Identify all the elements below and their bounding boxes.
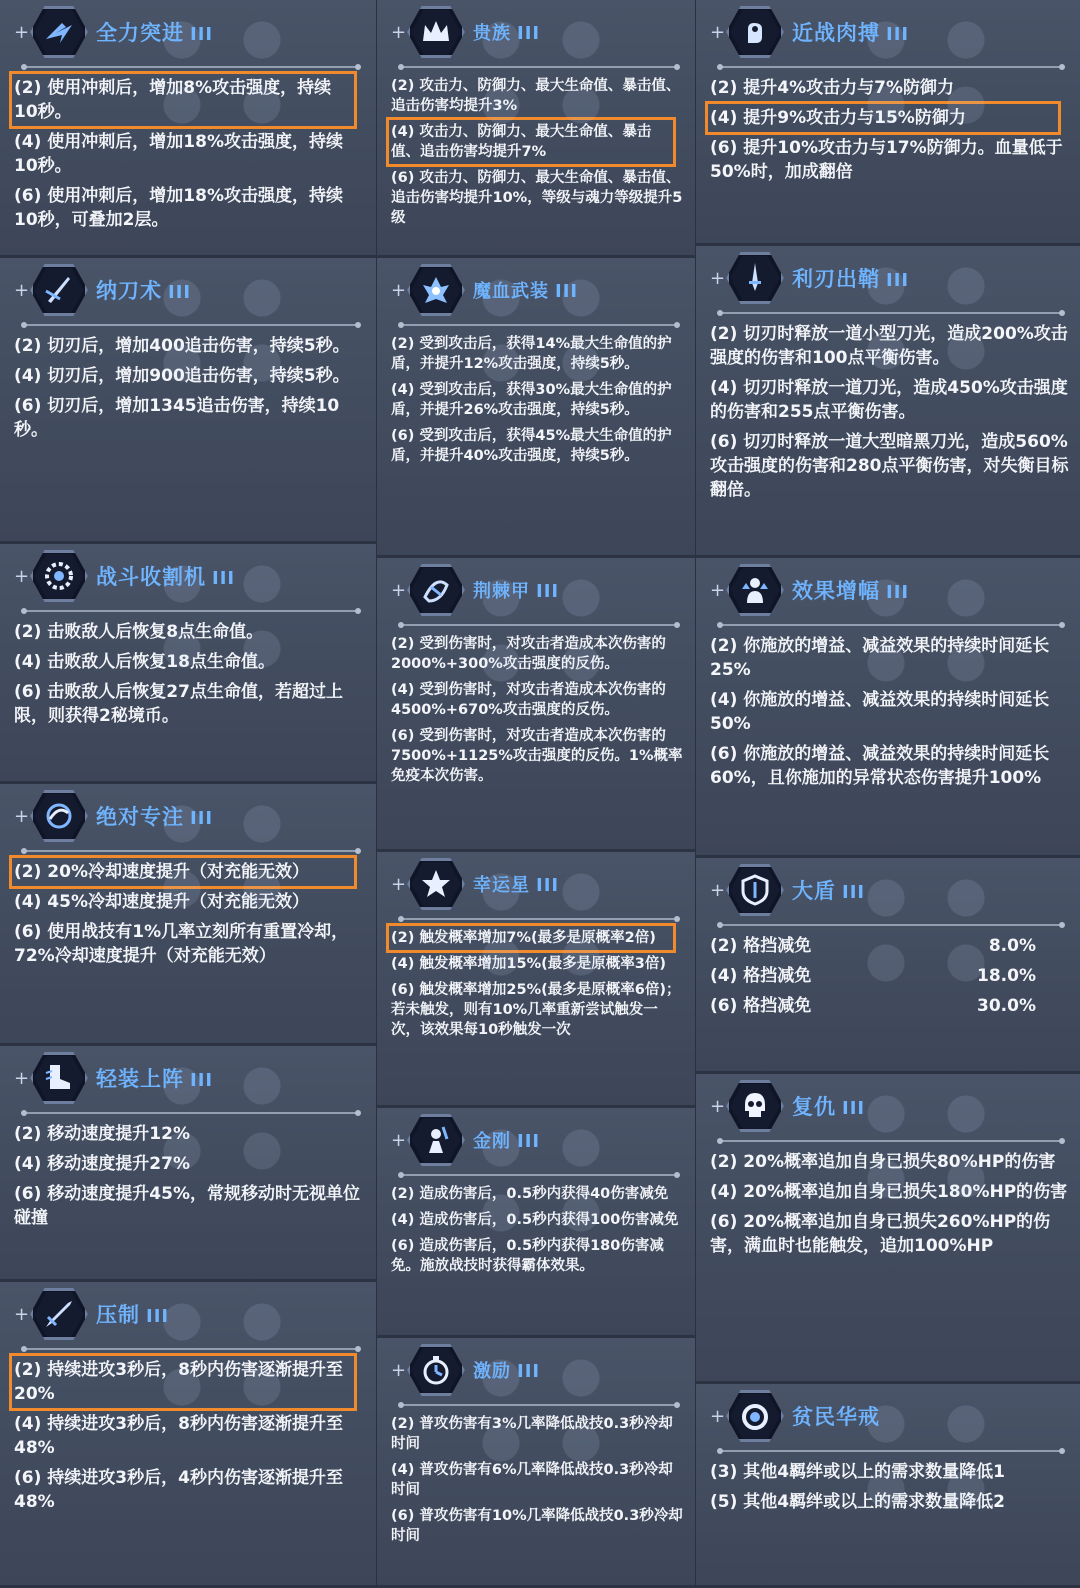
expand-plus-icon: + bbox=[391, 579, 407, 601]
bond-tier: (2) 普攻伤害有3%几率降低战技0.3秒冷却时间 bbox=[391, 1416, 673, 1452]
bond-header bbox=[710, 246, 1070, 310]
bond-card[interactable] bbox=[0, 1046, 376, 1282]
bond-name: 贵族 bbox=[473, 23, 511, 44]
bond-level: III bbox=[886, 582, 910, 603]
bond-card[interactable] bbox=[377, 0, 695, 258]
bond-level: III bbox=[517, 1131, 541, 1152]
expand-plus-icon: + bbox=[710, 21, 726, 43]
divider bbox=[720, 1450, 1062, 1452]
bond-header bbox=[14, 1046, 366, 1110]
bond-tier: (6) 切刃时释放一道大型暗黑刀光，造成560%攻击强度的伤害和280点平衡伤害，对失衡目标翻倍。 bbox=[710, 432, 1069, 500]
bond-tier bbox=[710, 964, 1070, 988]
tier-label: (2) 格挡减免 bbox=[710, 936, 812, 956]
buff-up-icon bbox=[726, 564, 784, 616]
bond-name: 轻装上阵 bbox=[96, 1067, 184, 1091]
bond-tier: (2) 你施放的增益、减益效果的持续时间延长25% bbox=[710, 636, 1050, 680]
expand-plus-icon: + bbox=[391, 1129, 407, 1151]
bond-name: 魔血武装 bbox=[473, 281, 549, 302]
bond-level: III bbox=[886, 270, 910, 291]
bond-title bbox=[473, 1127, 540, 1153]
bond-card[interactable] bbox=[377, 1338, 695, 1588]
bond-tier: (2) 提升4%攻击力与7%防御力 bbox=[710, 78, 955, 98]
boot-icon bbox=[30, 1052, 88, 1104]
expand-plus-icon: + bbox=[391, 21, 407, 43]
divider bbox=[24, 610, 358, 612]
bond-header bbox=[391, 0, 685, 64]
bond-name: 大盾 bbox=[792, 879, 836, 903]
bond-name: 近战肉搏 bbox=[792, 21, 880, 45]
divider bbox=[401, 624, 677, 626]
bond-card[interactable] bbox=[696, 858, 1080, 1074]
bond-header bbox=[14, 1282, 366, 1346]
bond-header bbox=[710, 1384, 1070, 1448]
bond-tier: (6) 持续进攻3秒后，4秒内伤害逐渐提升至48% bbox=[14, 1468, 343, 1512]
bond-tier: (4) 击败敌人后恢复18点生命值。 bbox=[14, 652, 275, 672]
bond-card[interactable] bbox=[696, 246, 1080, 558]
bond-card[interactable] bbox=[696, 1384, 1080, 1588]
expand-plus-icon: + bbox=[391, 873, 407, 895]
bond-title bbox=[792, 875, 865, 905]
bond-tier: (2) 击败敌人后恢复8点生命值。 bbox=[14, 622, 264, 642]
bond-card[interactable] bbox=[377, 1108, 695, 1338]
bond-header bbox=[710, 858, 1070, 922]
bond-tier-highlighted: (2) 20%冷却速度提升（对充能无效） bbox=[14, 860, 352, 884]
bond-tier: (4) 触发概率增加15%(最多是原概率3倍) bbox=[391, 956, 666, 972]
bond-title bbox=[473, 19, 540, 45]
bond-title bbox=[96, 17, 213, 47]
star-icon bbox=[407, 858, 465, 910]
divider bbox=[24, 1112, 358, 1114]
bond-title bbox=[792, 1401, 880, 1431]
bond-tier: (6) 受到攻击后，获得45%最大生命值的护盾，并提升40%攻击强度，持续5秒。 bbox=[391, 428, 672, 464]
bond-level: III bbox=[190, 1070, 214, 1091]
expand-plus-icon: + bbox=[14, 21, 30, 43]
bond-tier: (4) 造成伤害后，0.5秒内获得100伤害减免 bbox=[391, 1212, 679, 1228]
bond-tier: (4) 持续进攻3秒后，8秒内伤害逐渐提升至48% bbox=[14, 1414, 343, 1458]
divider bbox=[720, 624, 1062, 626]
bond-header bbox=[14, 784, 366, 848]
bond-tier: (2) 受到攻击后，获得14%最大生命值的护盾，并提升12%攻击强度，持续5秒。 bbox=[391, 336, 672, 372]
bond-tier: (2) 20%概率追加自身已损失80%HP的伤害 bbox=[710, 1152, 1056, 1172]
expand-plus-icon: + bbox=[14, 1303, 30, 1325]
bond-card[interactable] bbox=[696, 558, 1080, 858]
bond-tier bbox=[710, 994, 1070, 1018]
shield-icon bbox=[726, 864, 784, 916]
bond-name: 利刃出鞘 bbox=[792, 267, 880, 291]
bond-tier: (4) 普攻伤害有6%几率降低战技0.3秒冷却时间 bbox=[391, 1462, 673, 1498]
bond-title bbox=[792, 1091, 865, 1121]
bond-tier: (6) 使用冲刺后，增加18%攻击强度，持续10秒，可叠加2层。 bbox=[14, 186, 343, 230]
bond-title bbox=[96, 1063, 213, 1093]
bond-tier: (4) 20%概率追加自身已损失180%HP的伤害 bbox=[710, 1182, 1068, 1202]
divider bbox=[720, 66, 1062, 68]
bond-tier-highlighted: (2) 触发概率增加7%(最多是原概率2倍) bbox=[391, 928, 671, 948]
bond-tier: (6) 普攻伤害有10%几率降低战技0.3秒冷却时间 bbox=[391, 1508, 683, 1544]
expand-plus-icon: + bbox=[710, 1405, 726, 1427]
bond-title bbox=[96, 275, 191, 305]
bond-level: III bbox=[555, 281, 579, 302]
tier-label: (4) 格挡减免 bbox=[710, 966, 812, 986]
tier-value: 30.0% bbox=[977, 996, 1036, 1016]
bond-tier: (2) 切刃时释放一道小型刀光，造成200%攻击强度的伤害和100点平衡伤害。 bbox=[710, 324, 1068, 368]
bond-title bbox=[473, 871, 559, 897]
bond-card[interactable] bbox=[377, 852, 695, 1108]
bond-tier-highlighted: (2) 使用冲刺后，增加8%攻击强度，持续10秒。 bbox=[14, 76, 352, 124]
expand-plus-icon: + bbox=[14, 1067, 30, 1089]
bond-title bbox=[96, 801, 213, 831]
bond-name: 幸运星 bbox=[473, 875, 530, 896]
blood-armor-icon bbox=[407, 264, 465, 316]
bond-tier: (4) 受到伤害时，对攻击者造成本次伤害的4500%+670%攻击强度的反伤。 bbox=[391, 682, 666, 718]
skull-icon bbox=[726, 1080, 784, 1132]
divider bbox=[24, 850, 358, 852]
bond-title bbox=[96, 1299, 169, 1329]
bond-name: 效果增幅 bbox=[792, 579, 880, 603]
bond-tier: (6) 切刃后，增加1345追击伤害，持续10秒。 bbox=[14, 396, 340, 440]
bond-header bbox=[14, 544, 366, 608]
tier-value: 8.0% bbox=[988, 936, 1036, 956]
bond-tier: (6) 你施放的增益、减益效果的持续时间延长60%，且你施加的异常状态伤害提升100% bbox=[710, 744, 1050, 788]
bond-level: III bbox=[842, 1098, 866, 1119]
divider bbox=[24, 324, 358, 326]
bond-tier-highlighted: (4) 攻击力、防御力、最大生命值、暴击值、追击伤害均提升7% bbox=[391, 122, 671, 162]
bond-column bbox=[696, 0, 1080, 1588]
bond-tier: (4) 移动速度提升27% bbox=[14, 1154, 190, 1174]
bond-card[interactable] bbox=[377, 258, 695, 558]
divider bbox=[401, 1404, 677, 1406]
bond-header bbox=[14, 0, 366, 64]
divider bbox=[401, 66, 677, 68]
bond-name: 纳刀术 bbox=[96, 279, 162, 303]
expand-plus-icon: + bbox=[710, 579, 726, 601]
expand-plus-icon: + bbox=[710, 267, 726, 289]
bond-level: III bbox=[190, 808, 214, 829]
bond-title bbox=[792, 263, 909, 293]
bond-level: III bbox=[168, 282, 192, 303]
bond-tier: (6) 20%概率追加自身已损失260%HP的伤害，满血时也能触发，追加100%HP bbox=[710, 1212, 1051, 1256]
bond-title bbox=[96, 561, 235, 591]
saw-blade-icon bbox=[30, 550, 88, 602]
bond-tier: (6) 移动速度提升45%，常规移动时无视单位碰撞 bbox=[14, 1184, 360, 1228]
bond-card[interactable] bbox=[0, 544, 376, 784]
bond-card[interactable] bbox=[0, 1282, 376, 1588]
bond-level: III bbox=[517, 23, 541, 44]
divider bbox=[24, 66, 358, 68]
bond-card[interactable] bbox=[0, 784, 376, 1046]
bond-tier: (2) 受到伤害时，对攻击者造成本次伤害的2000%+300%攻击强度的反伤。 bbox=[391, 636, 666, 672]
expand-plus-icon: + bbox=[14, 565, 30, 587]
tier-value: 18.0% bbox=[977, 966, 1036, 986]
bond-tier: (4) 受到攻击后，获得30%最大生命值的护盾，并提升26%攻击强度，持续5秒。 bbox=[391, 382, 672, 418]
bond-tier-highlighted: (4) 提升9%攻击力与15%防御力 bbox=[710, 106, 1056, 130]
divider bbox=[720, 924, 1062, 926]
bond-tier: (6) 攻击力、防御力、最大生命值、暴击值、追击伤害均提升10%，等级与魂力等级提升5级 bbox=[391, 170, 683, 226]
bond-name: 压制 bbox=[96, 1303, 140, 1327]
bond-card[interactable] bbox=[0, 258, 376, 544]
ring-icon bbox=[726, 1390, 784, 1442]
bond-level: III bbox=[886, 24, 910, 45]
bond-card[interactable] bbox=[696, 1074, 1080, 1384]
bond-tier-highlighted: (2) 持续进攻3秒后，8秒内伤害逐渐提升至20% bbox=[14, 1358, 352, 1406]
bond-name: 激励 bbox=[473, 1361, 511, 1382]
bond-level: III bbox=[536, 581, 560, 602]
bond-level: III bbox=[517, 1361, 541, 1382]
sword-icon bbox=[30, 1288, 88, 1340]
divider bbox=[401, 1174, 677, 1176]
dash-icon bbox=[30, 6, 88, 58]
bond-tier: (4) 使用冲刺后，增加18%攻击强度，持续10秒。 bbox=[14, 132, 343, 176]
bond-name: 绝对专注 bbox=[96, 805, 184, 829]
bond-card[interactable] bbox=[377, 558, 695, 852]
bond-level: III bbox=[842, 882, 866, 903]
bond-title bbox=[473, 277, 578, 303]
divider bbox=[720, 1140, 1062, 1142]
bond-title bbox=[473, 1357, 540, 1383]
expand-plus-icon: + bbox=[14, 805, 30, 827]
bond-name: 全力突进 bbox=[96, 21, 184, 45]
bond-header bbox=[710, 0, 1070, 64]
bond-tier: (6) 受到伤害时，对攻击者造成本次伤害的7500%+1125%攻击强度的反伤。1%概率免疫本次伤害。 bbox=[391, 728, 683, 784]
bond-level: III bbox=[212, 568, 236, 589]
bond-tier: (2) 造成伤害后，0.5秒内获得40伤害减免 bbox=[391, 1186, 669, 1202]
bond-column bbox=[376, 0, 696, 1588]
blade-icon bbox=[30, 264, 88, 316]
bond-header bbox=[14, 258, 366, 322]
bond-tier bbox=[710, 934, 1070, 958]
vajra-icon bbox=[407, 1114, 465, 1166]
bond-tier: (5) 其他4羁绊或以上的需求数量降低2 bbox=[710, 1492, 1005, 1512]
bond-tier: (6) 触发概率增加25%(最多是原概率6倍)；若未触发，则有10%几率重新尝试触发一次，该效果每10秒触发一次 bbox=[391, 982, 681, 1038]
crown-icon bbox=[407, 6, 465, 58]
bond-tier: (4) 45%冷却速度提升（对充能无效） bbox=[14, 892, 309, 912]
bond-header bbox=[391, 852, 685, 916]
tier-label: (6) 格挡减免 bbox=[710, 996, 812, 1016]
bond-level: III bbox=[190, 24, 214, 45]
bond-header bbox=[710, 558, 1070, 622]
bond-tier: (6) 击败敌人后恢复27点生命值，若超过上限，则获得2秘境币。 bbox=[14, 682, 343, 726]
bond-tier: (6) 使用战技有1%几率立刻所有重置冷却，72%冷却速度提升（对充能无效） bbox=[14, 922, 349, 966]
bond-tier: (2) 切刃后，增加400追击伤害，持续5秒。 bbox=[14, 336, 350, 356]
dagger-icon bbox=[726, 252, 784, 304]
fist-icon bbox=[726, 6, 784, 58]
bond-name: 金刚 bbox=[473, 1131, 511, 1152]
expand-plus-icon: + bbox=[14, 279, 30, 301]
divider bbox=[401, 324, 677, 326]
bond-name: 贫民华戒 bbox=[792, 1405, 880, 1429]
focus-icon bbox=[30, 790, 88, 842]
thorn-armor-icon bbox=[407, 564, 465, 616]
divider bbox=[720, 312, 1062, 314]
bond-title bbox=[792, 575, 909, 605]
expand-plus-icon: + bbox=[391, 1359, 407, 1381]
expand-plus-icon: + bbox=[710, 879, 726, 901]
bond-title bbox=[473, 577, 559, 603]
bond-header bbox=[710, 1074, 1070, 1138]
bond-level: III bbox=[536, 875, 560, 896]
bond-tier: (2) 移动速度提升12% bbox=[14, 1124, 190, 1144]
bond-tier: (4) 切刃后，增加900追击伤害，持续5秒。 bbox=[14, 366, 350, 386]
bond-level: III bbox=[146, 1306, 170, 1327]
bond-name: 荆棘甲 bbox=[473, 581, 530, 602]
divider bbox=[401, 918, 677, 920]
bond-header bbox=[391, 558, 685, 622]
bond-card[interactable] bbox=[696, 0, 1080, 246]
bond-tier: (6) 提升10%攻击力与17%防御力。血量低于50%时，加成翻倍 bbox=[710, 138, 1063, 182]
expand-plus-icon: + bbox=[710, 1095, 726, 1117]
bond-header bbox=[391, 258, 685, 322]
bond-name: 复仇 bbox=[792, 1095, 836, 1119]
divider bbox=[24, 1348, 358, 1350]
bond-column bbox=[0, 0, 376, 1588]
bond-tier: (2) 攻击力、防御力、最大生命值、暴击值、追击伤害均提升3% bbox=[391, 78, 681, 114]
bond-title bbox=[792, 17, 909, 47]
bond-header bbox=[391, 1338, 685, 1402]
bond-header bbox=[391, 1108, 685, 1172]
bond-card[interactable] bbox=[0, 0, 376, 258]
stopwatch-icon bbox=[407, 1344, 465, 1396]
bond-tier: (6) 造成伤害后，0.5秒内获得180伤害减免。施放战技时获得霸体效果。 bbox=[391, 1238, 664, 1274]
bond-tier: (3) 其他4羁绊或以上的需求数量降低1 bbox=[710, 1462, 1005, 1482]
bond-tier: (4) 你施放的增益、减益效果的持续时间延长50% bbox=[710, 690, 1050, 734]
bond-tier: (4) 切刃时释放一道刀光，造成450%攻击强度的伤害和255点平衡伤害。 bbox=[710, 378, 1068, 422]
bond-name: 战斗收割机 bbox=[96, 565, 206, 589]
expand-plus-icon: + bbox=[391, 279, 407, 301]
